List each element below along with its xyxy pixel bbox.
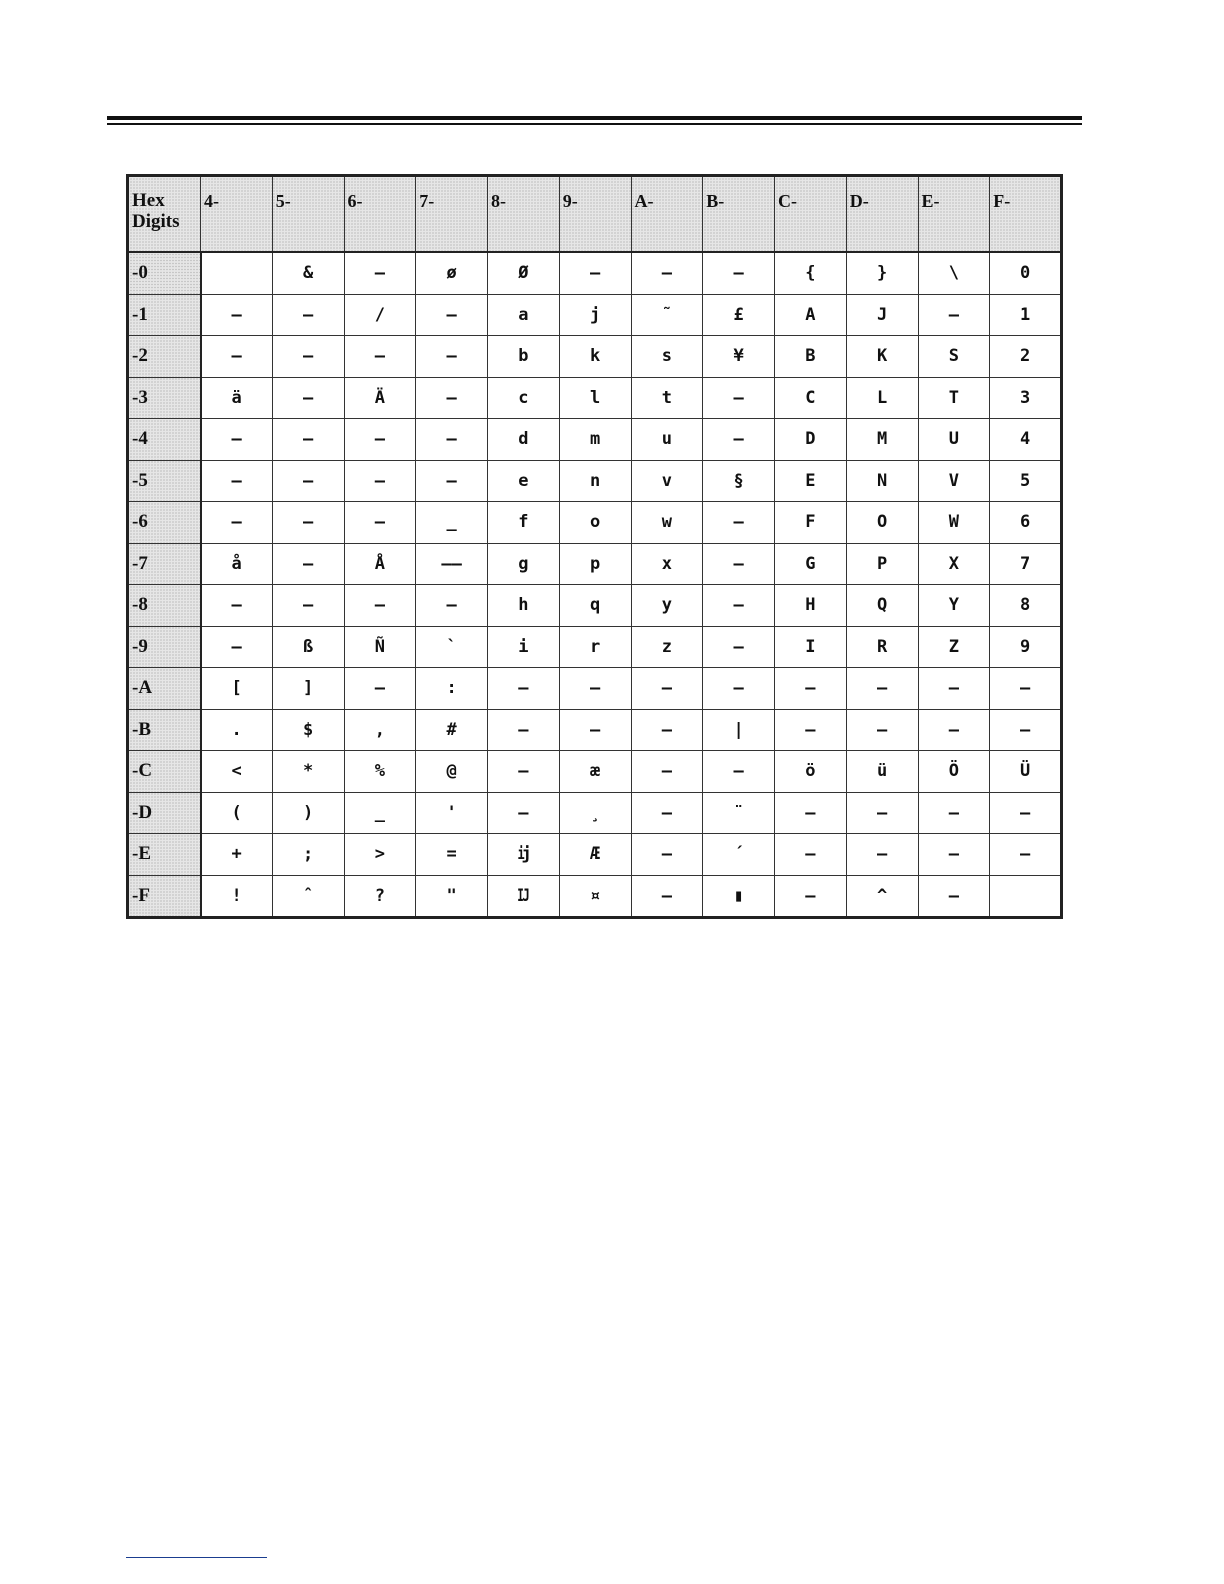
table-cell: ß [272,626,344,668]
table-cell: ö [775,751,847,793]
table-cell: J [846,294,918,336]
table-cell: n [559,460,631,502]
row-header: -E [128,834,201,876]
corner-header-line2: Digits [132,211,180,232]
table-cell: – [344,668,416,710]
table-cell: S [918,336,990,378]
table-cell: – [272,419,344,461]
table-cell: C [775,377,847,419]
table-cell: – [201,419,273,461]
table-cell: / [344,294,416,336]
table-cell: l [559,377,631,419]
table-cell: ▮ [703,875,775,918]
table-cell: Ĳ [488,875,560,918]
table-cell: Z [918,626,990,668]
row-header: -2 [128,336,201,378]
table-cell: – [703,626,775,668]
top-double-rule [107,116,1082,126]
table-cell: P [846,543,918,585]
table-cell: – [703,252,775,294]
row-header: -F [128,875,201,918]
table-cell: i [488,626,560,668]
table-cell: – [631,834,703,876]
table-cell: – [918,709,990,751]
corner-header [128,176,201,253]
table-cell: – [416,294,488,336]
row-header: -6 [128,502,201,544]
table-cell: } [846,252,918,294]
table-cell: – [344,419,416,461]
table-cell: v [631,460,703,502]
table-row [128,751,1062,793]
table-cell: _ [344,792,416,834]
table-cell: – [703,543,775,585]
table-cell: æ [559,751,631,793]
table-cell: L [846,377,918,419]
table-cell: > [344,834,416,876]
table-cell: w [631,502,703,544]
table-cell: – [201,626,273,668]
table-row [128,377,1062,419]
table-cell: , [344,709,416,751]
table-cell: K [846,336,918,378]
table-cell: – [918,294,990,336]
table-cell: ( [201,792,273,834]
row-header: -1 [128,294,201,336]
table-cell: B [775,336,847,378]
table-cell: d [488,419,560,461]
table-cell: – [846,668,918,710]
table-cell: + [201,834,273,876]
table-cell: ˆ [272,875,344,918]
table-cell: ¤ [559,875,631,918]
table-cell: T [918,377,990,419]
table-cell: – [416,336,488,378]
table-cell: j [559,294,631,336]
table-cell: – [846,709,918,751]
column-header: B- [703,176,775,253]
table-cell: – [703,751,775,793]
table-cell: – [488,668,560,710]
table-cell: % [344,751,416,793]
column-header: F- [990,176,1062,253]
column-header: D- [846,176,918,253]
table-cell: – [846,834,918,876]
table-cell: – [272,294,344,336]
table-cell: – [344,502,416,544]
table-row [128,709,1062,751]
table-cell: – [631,668,703,710]
column-header: 6- [344,176,416,253]
table-cell: ĳ [488,834,560,876]
table-cell: f [488,502,560,544]
table-header-row [128,176,1062,253]
table-row [128,460,1062,502]
table-cell: – [272,460,344,502]
table-cell: – [631,875,703,918]
table-cell: – [775,709,847,751]
table-cell: – [703,419,775,461]
table-cell: – [272,543,344,585]
table-cell: h [488,585,560,627]
table-cell: m [559,419,631,461]
table-cell: – [631,792,703,834]
table-cell: – [703,585,775,627]
table-cell: 3 [990,377,1062,419]
table-row [128,294,1062,336]
table-cell: – [344,252,416,294]
table-cell: z [631,626,703,668]
table-cell: – [990,792,1062,834]
table-cell: – [201,336,273,378]
column-header: 7- [416,176,488,253]
table-cell: – [918,875,990,918]
table-cell: – [344,585,416,627]
table-cell: [ [201,668,273,710]
table-row [128,585,1062,627]
table-cell: ; [272,834,344,876]
table-cell: – [846,792,918,834]
table-cell: M [846,419,918,461]
table-cell: = [416,834,488,876]
table-cell: – [344,336,416,378]
table-cell: – [272,502,344,544]
table-cell: – [631,252,703,294]
table-cell: ^ [846,875,918,918]
table-cell: ø [416,252,488,294]
table-cell: – [990,668,1062,710]
column-header: 9- [559,176,631,253]
table-cell: – [488,792,560,834]
table-cell: – [201,502,273,544]
table-cell: – [416,585,488,627]
table-cell: – [272,377,344,419]
table-cell: 7 [990,543,1062,585]
table-cell: : [416,668,488,710]
table-cell: 1 [990,294,1062,336]
row-header: -9 [128,626,201,668]
table-cell: – [201,460,273,502]
table-cell: Ü [990,751,1062,793]
row-header: -5 [128,460,201,502]
table-cell: F [775,502,847,544]
row-header: -8 [128,585,201,627]
table-cell: – [344,460,416,502]
table-cell: A [775,294,847,336]
row-header: -D [128,792,201,834]
table-cell: 4 [990,419,1062,461]
table-cell: | [703,709,775,751]
table-cell: – [918,792,990,834]
table-cell: G [775,543,847,585]
table-cell: R [846,626,918,668]
table-cell: @ [416,751,488,793]
table-cell: ä [201,377,273,419]
table-cell: " [416,875,488,918]
table-cell: W [918,502,990,544]
table-cell: Å [344,543,416,585]
table-cell: – [272,336,344,378]
table-cell: – [990,834,1062,876]
table-cell: x [631,543,703,585]
table-cell: Ñ [344,626,416,668]
corner-header-line1: Hex [132,190,165,211]
hex-character-table [126,174,1063,919]
table-cell: Ø [488,252,560,294]
table-cell: – [775,834,847,876]
table-cell: ` [416,626,488,668]
column-header: 5- [272,176,344,253]
table-cell: – [775,668,847,710]
column-header: 8- [488,176,560,253]
table-cell: å [201,543,273,585]
table-cell: o [559,502,631,544]
table-cell: s [631,336,703,378]
table-cell: & [272,252,344,294]
table-cell: ) [272,792,344,834]
table-cell: < [201,751,273,793]
table-cell: 6 [990,502,1062,544]
table-cell: g [488,543,560,585]
row-header: -C [128,751,201,793]
table-cell: r [559,626,631,668]
column-header: 4- [201,176,273,253]
table-cell: 2 [990,336,1062,378]
top-rule-thin [107,123,1082,125]
table-cell: 8 [990,585,1062,627]
table-cell: Q [846,585,918,627]
table-cell: – [775,792,847,834]
table-cell: c [488,377,560,419]
table-cell: – [416,377,488,419]
row-header: -4 [128,419,201,461]
table-cell: – [918,668,990,710]
table-cell: . [201,709,273,751]
table-cell: ¸ [559,792,631,834]
table-cell: I [775,626,847,668]
column-header: E- [918,176,990,253]
table-cell: – [201,294,273,336]
table-cell: ! [201,875,273,918]
table-cell: u [631,419,703,461]
table-cell: ? [344,875,416,918]
table-cell: k [559,336,631,378]
table-cell: ´ [703,834,775,876]
table-cell [201,252,273,294]
table-row [128,875,1062,918]
table-cell: p [559,543,631,585]
table-cell: D [775,419,847,461]
table-cell: Ä [344,377,416,419]
table-cell: – [416,419,488,461]
table-cell: – [703,668,775,710]
table-row [128,252,1062,294]
table-cell: – [559,252,631,294]
row-header: -0 [128,252,201,294]
table-cell: – [918,834,990,876]
table-cell: q [559,585,631,627]
table-cell: ü [846,751,918,793]
table-cell: \ [918,252,990,294]
table-cell: e [488,460,560,502]
table-cell: – [201,585,273,627]
table-cell: – [990,709,1062,751]
table-cell: $ [272,709,344,751]
table-cell: Y [918,585,990,627]
table-cell: b [488,336,560,378]
table-cell: * [272,751,344,793]
table-cell: 9 [990,626,1062,668]
table-cell: E [775,460,847,502]
table-cell: – [703,377,775,419]
table-cell: 5 [990,460,1062,502]
table-row [128,336,1062,378]
table-row [128,668,1062,710]
table-cell: Ö [918,751,990,793]
table-cell: t [631,377,703,419]
table-cell [990,875,1062,918]
table-row [128,626,1062,668]
table-cell: a [488,294,560,336]
table-cell: y [631,585,703,627]
table-cell: – [703,502,775,544]
table-cell: – [488,709,560,751]
table-cell: – [416,460,488,502]
row-header: -3 [128,377,201,419]
table-cell: N [846,460,918,502]
column-header: C- [775,176,847,253]
top-rule-thick [107,116,1082,120]
table-cell: £ [703,294,775,336]
table-cell: ¨ [703,792,775,834]
table-cell: – [775,875,847,918]
table-cell: 0 [990,252,1062,294]
table-cell: H [775,585,847,627]
table-cell: – [488,751,560,793]
table-cell: # [416,709,488,751]
table-cell: ' [416,792,488,834]
table-row [128,543,1062,585]
table-row [128,834,1062,876]
table-cell: { [775,252,847,294]
table-cell: _ [416,502,488,544]
table-cell: U [918,419,990,461]
table-cell: – [631,709,703,751]
table-cell: ¥ [703,336,775,378]
table-row [128,419,1062,461]
row-header: -A [128,668,201,710]
table-cell: ] [272,668,344,710]
table-cell: – [559,668,631,710]
table-cell: X [918,543,990,585]
table-row [128,502,1062,544]
table-row [128,792,1062,834]
row-header: -7 [128,543,201,585]
table-cell: ˜ [631,294,703,336]
table-cell: V [918,460,990,502]
table-cell: – [631,751,703,793]
table-cell: – [559,709,631,751]
footnote-rule [126,1557,267,1558]
table-cell: – [272,585,344,627]
table-cell: Æ [559,834,631,876]
table-cell: O [846,502,918,544]
table-cell: —— [416,543,488,585]
column-header: A- [631,176,703,253]
row-header: -B [128,709,201,751]
table-cell: § [703,460,775,502]
